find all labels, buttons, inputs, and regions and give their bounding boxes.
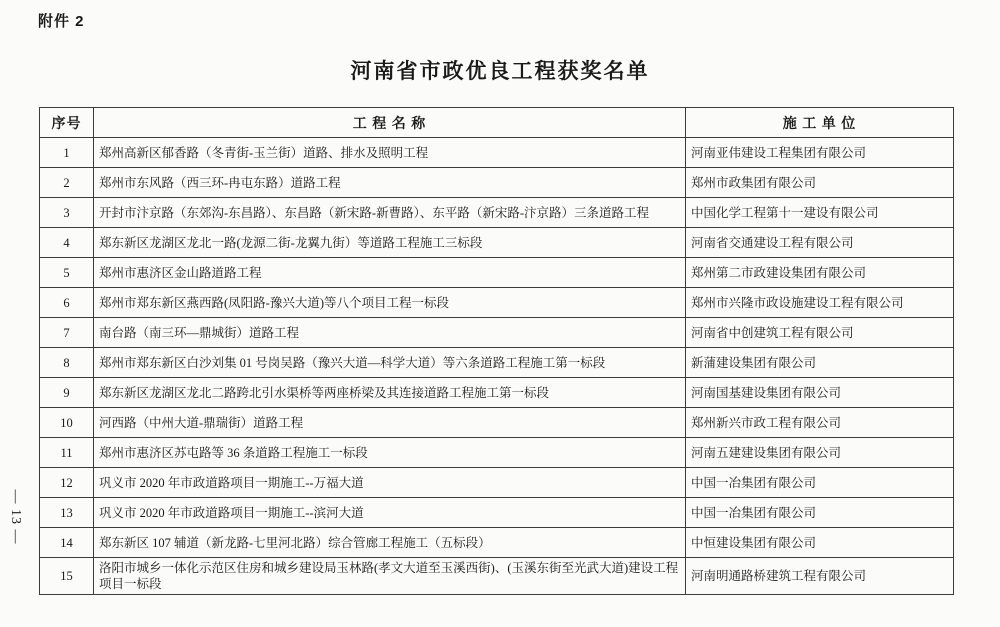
table-row: [40, 498, 954, 528]
row-index: 7: [40, 318, 94, 348]
project-name: 郑州市惠济区金山路道路工程: [94, 258, 686, 288]
row-index: 2: [40, 168, 94, 198]
project-name: 郑州高新区郁香路（冬青街-玉兰街）道路、排水及照明工程: [94, 138, 686, 168]
table-row: [40, 438, 954, 468]
row-index: 4: [40, 228, 94, 258]
page-title: 河南省市政优良工程获奖名单: [350, 60, 650, 83]
project-name: 巩义市 2020 年市政道路项目一期施工--万福大道: [94, 468, 686, 498]
project-name: 河西路（中州大道-鼎瑞街）道路工程: [94, 408, 686, 438]
table-row: [40, 348, 954, 378]
contractor-name: 中国一冶集团有限公司: [686, 468, 954, 498]
contractor-name: 郑州市政集团有限公司: [686, 168, 954, 198]
project-name: 洛阳市城乡一体化示范区住房和城乡建设局玉林路(孝文大道至玉溪西街)、(玉溪东街至光武大道)建设工程项目一标段: [94, 558, 686, 595]
header-index: 序号: [40, 108, 94, 138]
table-row: [40, 558, 954, 595]
contractor-name: 新蒲建设集团有限公司: [686, 348, 954, 378]
row-index: 11: [40, 438, 94, 468]
row-index: 10: [40, 408, 94, 438]
table-row: [40, 378, 954, 408]
table-body: [40, 138, 954, 595]
contractor-name: 郑州新兴市政工程有限公司: [686, 408, 954, 438]
header-contractor: 施 工 单 位: [686, 108, 954, 138]
table-row: [40, 288, 954, 318]
attachment-label: 附件 2: [38, 13, 85, 30]
table-row: [40, 408, 954, 438]
project-name: 郑东新区 107 辅道（新龙路-七里河北路）综合管廊工程施工（五标段）: [94, 528, 686, 558]
row-index: 15: [40, 558, 94, 595]
table-row: [40, 468, 954, 498]
project-name: 郑州市东风路（西三环-冉屯东路）道路工程: [94, 168, 686, 198]
contractor-name: 中恒建设集团有限公司: [686, 528, 954, 558]
row-index: 3: [40, 198, 94, 228]
project-name: 郑州市郑东新区白沙刘集 01 号岗吴路（豫兴大道—科学大道）等六条道路工程施工第一标段: [94, 348, 686, 378]
project-name: 郑州市郑东新区燕西路(凤阳路-豫兴大道)等八个项目工程一标段: [94, 288, 686, 318]
page-number: — 13 —: [8, 489, 23, 545]
awards-table: [39, 107, 954, 595]
table-row: [40, 318, 954, 348]
table-row: [40, 138, 954, 168]
row-index: 13: [40, 498, 94, 528]
contractor-name: 河南明通路桥建筑工程有限公司: [686, 558, 954, 595]
row-index: 5: [40, 258, 94, 288]
table-row: [40, 168, 954, 198]
table-row: [40, 528, 954, 558]
project-name: 南台路（南三环—鼎城街）道路工程: [94, 318, 686, 348]
contractor-name: 河南省中创建筑工程有限公司: [686, 318, 954, 348]
contractor-name: 河南省交通建设工程有限公司: [686, 228, 954, 258]
project-name: 开封市汴京路（东郊沟-东昌路）、东昌路（新宋路-新曹路）、东平路（新宋路-汴京路）三条道路工程: [94, 198, 686, 228]
row-index: 6: [40, 288, 94, 318]
contractor-name: 郑州第二市政建设集团有限公司: [686, 258, 954, 288]
row-index: 12: [40, 468, 94, 498]
header-project-name: 工 程 名 称: [94, 108, 686, 138]
row-index: 8: [40, 348, 94, 378]
contractor-name: 河南亚伟建设工程集团有限公司: [686, 138, 954, 168]
row-index: 1: [40, 138, 94, 168]
contractor-name: 河南国基建设集团有限公司: [686, 378, 954, 408]
row-index: 9: [40, 378, 94, 408]
table-header-row: [40, 108, 954, 138]
project-name: 郑东新区龙湖区龙北二路跨北引水渠桥等两座桥梁及其连接道路工程施工第一标段: [94, 378, 686, 408]
table-row: [40, 228, 954, 258]
table-row: [40, 258, 954, 288]
project-name: 郑州市惠济区苏屯路等 36 条道路工程施工一标段: [94, 438, 686, 468]
project-name: 郑东新区龙湖区龙北一路(龙源二街-龙翼九街）等道路工程施工三标段: [94, 228, 686, 258]
contractor-name: 中国化学工程第十一建设有限公司: [686, 198, 954, 228]
project-name: 巩义市 2020 年市政道路项目一期施工--滨河大道: [94, 498, 686, 528]
contractor-name: 河南五建建设集团有限公司: [686, 438, 954, 468]
row-index: 14: [40, 528, 94, 558]
table-row: [40, 198, 954, 228]
contractor-name: 郑州市兴隆市政设施建设工程有限公司: [686, 288, 954, 318]
contractor-name: 中国一冶集团有限公司: [686, 498, 954, 528]
